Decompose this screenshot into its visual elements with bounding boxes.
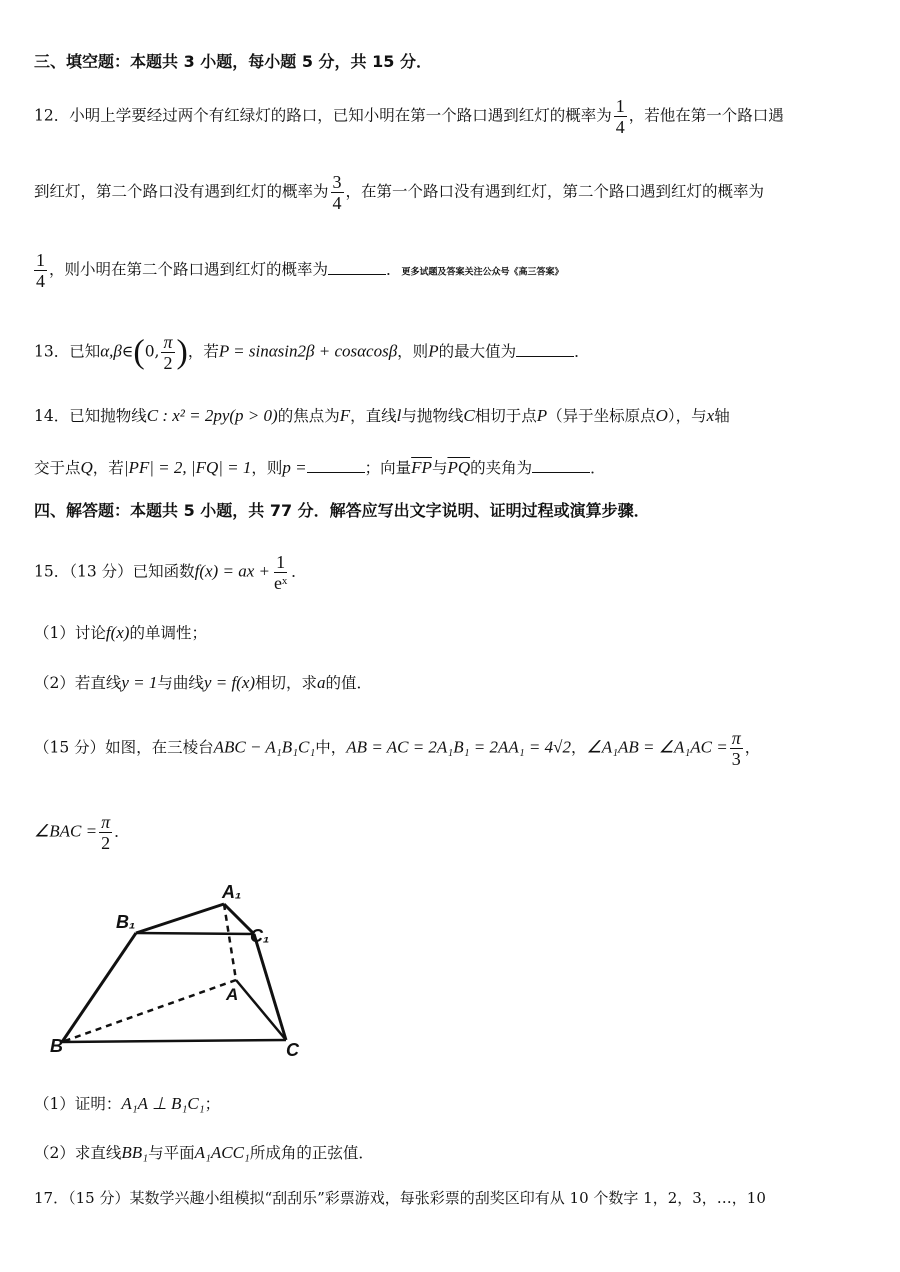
q15-p1-f: f(x) <box>105 623 130 642</box>
q13-zero: 0, <box>144 342 160 361</box>
q15-function: f(x) = ax + <box>194 561 270 581</box>
question-15-part-2 <box>34 673 372 693</box>
q14-text-2c: ，则 <box>251 459 283 477</box>
q12-text-1a: 12．小明上学要经过两个有红绿灯的路口，已知小明在第一个路口遇到红灯的概率为 <box>34 106 612 125</box>
edge-A-B-hidden <box>62 980 239 1042</box>
q16-pi2: π <box>101 812 111 832</box>
label-B: B <box>50 1036 63 1056</box>
q15-text-a: 15．（13 分）已知函数 <box>34 562 195 581</box>
q14-parabola-eq: C : x² = 2py(p > 0) <box>146 406 278 425</box>
q13-P: P <box>428 341 439 361</box>
q14-text-1b: 的焦点为 <box>277 407 340 425</box>
edge-B1-A1 <box>136 904 224 933</box>
question-12-line-2 <box>34 172 764 213</box>
q12-fraction-1 <box>614 96 627 137</box>
q16-p1-math: A₁A ⊥ B₁C₁ <box>121 1094 205 1113</box>
section-4-header: 四、解答题：本题共 5 小题，共 77 分．解答应写出文字说明、证明过程或演算步骤． <box>34 501 650 520</box>
q16-text-a: （15 分）如图，在三棱台 <box>34 738 214 757</box>
question-17: 17．（15 分）某数学兴趣小组模拟“刮刮乐”彩票游戏，每张彩票的刮奖区印有从 10 个数字 1，2，3，…，10 <box>34 1189 766 1207</box>
question-16-line-1 <box>34 728 760 769</box>
q14-condition: |PF| = 2, |FQ| = 1 <box>123 458 252 477</box>
label-B1: B₁ <box>116 912 136 932</box>
label-A1: A₁ <box>222 882 242 902</box>
label-C: C <box>286 1040 299 1060</box>
q12-fraction-2 <box>331 172 344 213</box>
q14-answer-blank-2[interactable] <box>532 458 590 473</box>
q12-fraction-1-num: 1 <box>615 96 625 116</box>
q12-text-2a: 到红灯，第二个路口没有遇到红灯的概率为 <box>34 182 329 201</box>
q15-fraction-num: 1 <box>276 552 286 572</box>
q16-text-c: ， <box>570 738 587 757</box>
q14-p-eq: p = <box>282 458 307 477</box>
q13-expression: P = sinαsin2β + cosαcosβ <box>218 341 398 361</box>
q15-p1-text-b: 的单调性； <box>129 624 207 642</box>
q16-p1-text-b: ； <box>204 1095 221 1113</box>
q15-p2-text-d: 的值． <box>325 674 373 692</box>
q15-p2-text-c: 相切，求 <box>255 674 318 692</box>
q16-pi-over-3 <box>730 728 743 769</box>
q12-promo-note: 更多试题及答案关注公众号《高三答案》 <box>401 267 564 278</box>
q14-x: x <box>706 406 715 425</box>
q13-text-a: 13．已知 <box>34 342 101 361</box>
q14-text-1d: 与抛物线 <box>401 407 464 425</box>
q16-p2-text-b: 与平面 <box>148 1144 195 1162</box>
q16-three: 3 <box>731 749 741 769</box>
question-16-part-1 <box>34 1094 220 1114</box>
q14-text-2g: ． <box>590 459 606 477</box>
q15-p2-a: a <box>317 673 326 692</box>
q14-text-2f: 的夹角为 <box>470 459 533 477</box>
q12-fraction-3 <box>34 250 47 291</box>
q15-p2-y2: y = f(x) <box>203 673 256 692</box>
q16-p1-text-a: （1）证明： <box>34 1095 122 1113</box>
q16-p2-text-a: （2）求直线 <box>34 1144 122 1162</box>
question-15-part-1 <box>34 623 207 643</box>
question-13 <box>34 332 590 373</box>
question-12-line-1 <box>34 96 784 137</box>
q12-text-2b: ，在第一个路口没有遇到红灯，第二个路口遇到红灯的概率为 <box>345 182 765 201</box>
q12-text-1b: ，若他在第一个路口遇 <box>628 106 784 125</box>
q14-text-2a: 交于点 <box>34 459 81 477</box>
edge-B1-C1 <box>136 933 254 934</box>
q15-p1-text-a: （1）讨论 <box>34 624 106 642</box>
q14-text-2d: ；向量 <box>364 459 412 477</box>
q13-text-e: ． <box>574 342 590 361</box>
question-14-line-1 <box>34 406 730 426</box>
q12-fraction-2-den: 4 <box>332 193 342 213</box>
q12-answer-blank[interactable] <box>328 260 386 275</box>
q14-P: P <box>536 406 548 425</box>
q12-fraction-1-den: 4 <box>615 117 625 137</box>
q16-p2-plane: A₁ACC₁ <box>194 1143 250 1162</box>
question-15 <box>34 552 307 593</box>
q13-text-d: 的最大值为 <box>438 342 517 361</box>
q14-text-1a: 14．已知抛物线 <box>34 407 147 425</box>
q13-two: 2 <box>163 353 173 373</box>
q16-two: 2 <box>101 833 111 853</box>
q15-p2-text-b: 与曲线 <box>157 674 204 692</box>
q12-text-3b: ． <box>386 260 402 279</box>
q13-pi-over-2 <box>161 332 174 373</box>
q16-text-d: ， <box>744 738 761 757</box>
frustum-figure <box>40 870 330 1070</box>
q13-text-c: ，则 <box>397 342 429 361</box>
q15-p2-text-a: （2）若直线 <box>34 674 122 692</box>
q16-p2-line-BB1: BB₁ <box>121 1143 149 1162</box>
q14-vector-PQ: $\overline{PQ}$ <box>447 458 471 477</box>
q14-text-1f: （异于坐标原点 <box>547 407 656 425</box>
q13-text-b: ，若 <box>187 342 219 361</box>
edge-B-B1 <box>62 933 136 1042</box>
q12-fraction-3-den: 4 <box>36 271 45 291</box>
q16-pi1: π <box>731 728 741 748</box>
q12-fraction-3-num: 1 <box>36 250 45 270</box>
label-C1: C₁ <box>250 926 270 946</box>
label-A: A <box>226 985 239 1004</box>
q14-text-1h: 轴 <box>714 407 730 425</box>
q14-vector-FP: $\overline{FP}$ <box>411 458 432 477</box>
q15-fraction <box>272 552 289 593</box>
q12-text-3a: ，则小明在第二个路口遇到红灯的概率为 <box>49 260 329 279</box>
q12-fraction-2-num: 3 <box>332 172 342 192</box>
q14-text-2e: 与 <box>431 459 448 477</box>
q16-solid: ABC − A₁B₁C₁ <box>213 737 316 757</box>
q14-l: l <box>396 406 402 425</box>
question-12-line-3 <box>34 250 564 291</box>
q16-text-b: 中， <box>315 738 347 757</box>
question-14-line-2 <box>34 458 606 478</box>
q13-left-paren: ( <box>133 333 145 371</box>
q16-angle-bac: ∠BAC = <box>34 821 98 841</box>
q14-O: O <box>655 406 668 425</box>
q16-pi-over-2 <box>99 812 112 853</box>
q13-right-paren: ) <box>176 333 188 371</box>
q14-Q: Q <box>80 458 93 477</box>
section-3-header: 三、填空题：本题共 3 小题，每小题 5 分，共 15 分． <box>34 52 432 71</box>
q14-answer-blank-1[interactable] <box>307 458 365 473</box>
question-16-line-2 <box>34 812 130 853</box>
q14-text-1g: ），与 <box>667 407 707 425</box>
q14-F: F <box>339 406 351 425</box>
q15-fraction-den: eˣ <box>273 573 288 593</box>
edge-C-C1 <box>254 934 286 1040</box>
q13-pi: π <box>163 332 173 352</box>
q13-answer-blank[interactable] <box>516 342 574 357</box>
question-16-part-2 <box>34 1143 374 1163</box>
q14-text-2b: ，若 <box>92 459 124 477</box>
q16-p2-text-c: 所成角的正弦值． <box>249 1144 374 1162</box>
q16-equation: AB = AC = 2A₁B₁ = 2AA₁ = 4√2 <box>346 737 571 757</box>
q14-C: C <box>463 406 475 425</box>
q16-text-e: ． <box>114 822 130 841</box>
q16-angle-eq: ∠A₁AB = ∠A₁AC = <box>586 737 728 757</box>
q15-p2-y1: y = 1 <box>121 673 158 692</box>
q13-vars: α,β <box>100 341 122 361</box>
q15-end: ． <box>291 562 307 581</box>
edge-B-C <box>62 1040 286 1042</box>
q14-text-1c: ，直线 <box>350 407 397 425</box>
q13-in: ∈ <box>121 342 134 361</box>
q14-text-1e: 相切于点 <box>474 407 537 425</box>
